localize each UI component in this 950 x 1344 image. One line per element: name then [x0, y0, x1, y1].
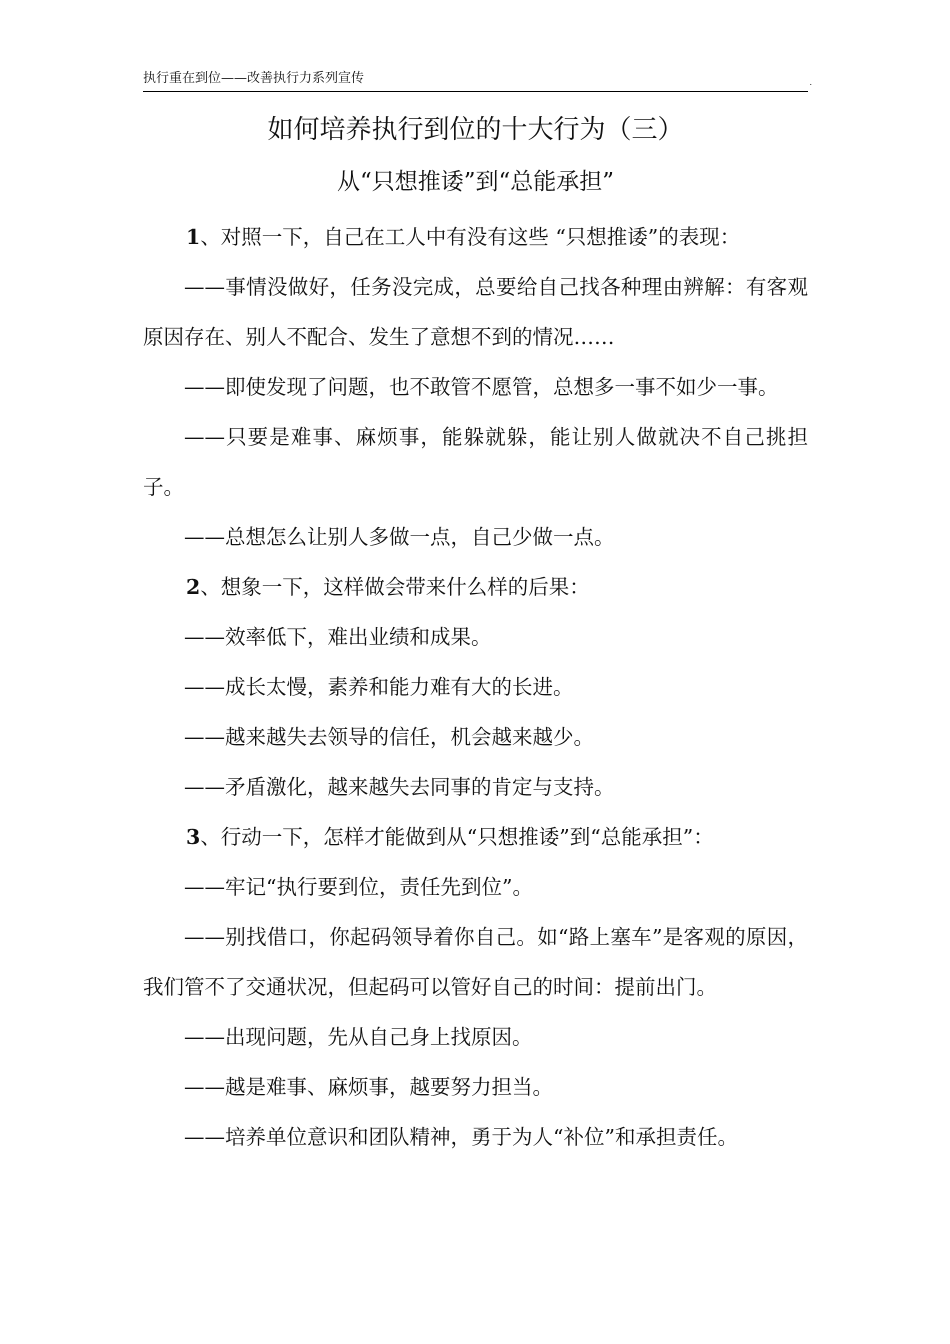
- section-1-heading: [143, 212, 808, 262]
- list-item: ——牢记“执行要到位，责任先到位”。: [184, 875, 533, 899]
- list-item: ——即使发现了问题，也不敢管不愿管，总想多一事不如少一事。: [184, 375, 779, 399]
- list-item: ——矛盾激化，越来越失去同事的肯定与支持。: [184, 775, 615, 799]
- section-heading-text: 、行动一下，怎样才能做到从“只想推诿”到“总能承担”：: [200, 825, 714, 849]
- list-item: ——培养单位意识和团队精神，勇于为人“补位”和承担责任。: [184, 1125, 738, 1149]
- page-header-mark: .: [809, 78, 812, 87]
- section-number: 3: [186, 825, 201, 849]
- section-2-heading: [143, 562, 808, 612]
- list-item: ——成长太慢，素养和能力难有大的长进。: [184, 675, 574, 699]
- list-item: ——效率低下，难出业绩和成果。: [184, 625, 492, 649]
- list-item: ——别找借口，你起码领导着你自己。如“路上塞车”是客观的原因，我们管不了交通状况，但起码可以管好自己的时间：提前出门。: [143, 925, 808, 999]
- page-header: [143, 70, 812, 92]
- list-item: ——出现问题，先从自己身上找原因。: [184, 1025, 533, 1049]
- page-header-text: 执行重在到位——改善执行力系列宣传: [143, 71, 365, 86]
- document-subtitle: 从“只想推诿”到“总能承担”: [336, 169, 615, 195]
- list-item: ——越是难事、麻烦事，越要努力担当。: [184, 1075, 553, 1099]
- section-number: 1: [186, 225, 201, 249]
- list-item: ——越来越失去领导的信任，机会越来越少。: [184, 725, 594, 749]
- list-item: ——事情没做好，任务没完成，总要给自己找各种理由辨解：有客观原因存在、别人不配合、发生了意想不到的情况……: [143, 275, 808, 349]
- section-number: 2: [186, 575, 201, 599]
- section-heading-text: 、对照一下，自己在工人中有没有这些 “只想推诿”的表现：: [200, 225, 741, 249]
- list-item: ——只要是难事、麻烦事，能躲就躲，能让别人做就决不自己挑担子。: [143, 425, 808, 499]
- section-heading-text: 、想象一下，这样做会带来什么样的后果：: [200, 575, 590, 599]
- section-3-heading: [143, 812, 808, 862]
- document-title: 如何培养执行到位的十大行为（三）: [267, 115, 684, 145]
- list-item: ——总想怎么让别人多做一点，自己少做一点。: [184, 525, 615, 549]
- document-body: [143, 212, 808, 1162]
